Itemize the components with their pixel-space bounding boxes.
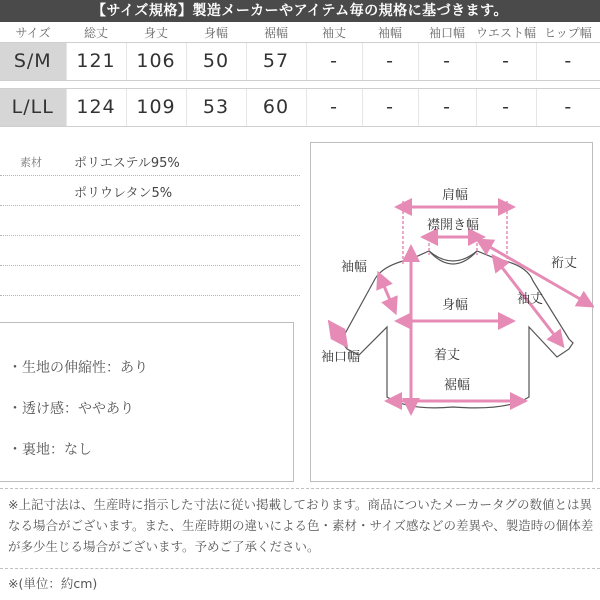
table-cell: 50 — [186, 42, 246, 80]
label-yuki: 裄丈 — [551, 256, 578, 271]
col-header: 身幅 — [203, 26, 228, 41]
table-cell: 60 — [246, 88, 306, 126]
empty-row — [0, 266, 300, 296]
divider — [0, 488, 600, 489]
col-header: 袖幅 — [377, 26, 402, 41]
table-cell: - — [418, 88, 476, 126]
size-label: L/LL — [0, 88, 66, 126]
table-cell: 109 — [126, 88, 186, 126]
size-label: S/M — [0, 42, 66, 80]
label-hem: 裾幅 — [443, 378, 471, 393]
disclaimer-note: ※上記寸法は、生産時に指示した寸法に従い掲載しております。商品についたメーカータグの数値とは異なる場合がございます。また、生産時期の違いによる色・素材・サイズ感などの差異や、製造時の個体差が多少生じる場合がございます。予めご了承ください。 — [8, 497, 594, 554]
table-cell: 106 — [126, 42, 186, 80]
col-header: 袖口幅 — [428, 26, 465, 41]
table-cell: - — [476, 88, 536, 126]
cuff-arrow — [333, 327, 343, 341]
garment-illustration — [311, 143, 594, 483]
col-header: 袖丈 — [321, 26, 346, 41]
features-box — [0, 322, 294, 482]
feature-lining: ・裏地：なし — [8, 442, 92, 458]
divider — [0, 568, 600, 569]
material-row — [0, 176, 300, 206]
col-header: 総丈 — [83, 26, 108, 41]
label-sleeve-length: 袖丈 — [517, 292, 544, 307]
sleeve-width-arrow — [381, 279, 393, 307]
material-value: ポリエステル95% — [74, 156, 180, 171]
col-header: 身丈 — [143, 26, 168, 41]
unit-note: ※(単位：約cm) — [8, 576, 98, 591]
label-shoulder: 肩幅 — [441, 188, 469, 203]
material-label: 素材 — [20, 156, 42, 169]
table-cell: 57 — [246, 42, 306, 80]
table-cell: - — [362, 42, 418, 80]
col-header: ウエスト幅 — [476, 26, 537, 41]
col-header: サイズ — [15, 26, 51, 41]
table-row — [0, 88, 600, 126]
table-cell: - — [306, 88, 362, 126]
label-body-width: 身幅 — [441, 298, 469, 313]
label-length: 着丈 — [433, 348, 461, 363]
page-header: 【サイズ規格】製造メーカーやアイテム毎の規格に基づきます。 — [0, 0, 600, 22]
size-table-header — [0, 24, 600, 42]
table-cell: - — [418, 42, 476, 80]
feature-stretch: ・生地の伸縮性：あり — [8, 360, 148, 376]
empty-row — [0, 206, 300, 236]
material-row — [0, 146, 300, 176]
table-cell: - — [476, 42, 536, 80]
label-cuff: 袖口幅 — [321, 350, 361, 365]
table-cell: 124 — [66, 88, 126, 126]
empty-row — [0, 236, 300, 266]
table-cell: - — [362, 88, 418, 126]
col-header: ヒップ幅 — [544, 26, 592, 41]
measurement-diagram — [310, 142, 593, 482]
size-table — [0, 24, 600, 127]
material-value: ポリウレタン5% — [74, 186, 173, 201]
col-header: 裾幅 — [263, 26, 288, 41]
label-sleeve-width: 袖幅 — [341, 260, 368, 275]
table-cell: - — [536, 88, 600, 126]
table-row — [0, 42, 600, 80]
label-neck: 襟開き幅 — [426, 218, 480, 233]
table-cell: - — [536, 42, 600, 80]
table-cell: - — [306, 42, 362, 80]
material-section — [0, 146, 300, 296]
table-cell: 121 — [66, 42, 126, 80]
table-cell: 53 — [186, 88, 246, 126]
neckline — [429, 251, 477, 261]
feature-sheerness: ・透け感：ややあり — [8, 401, 134, 417]
